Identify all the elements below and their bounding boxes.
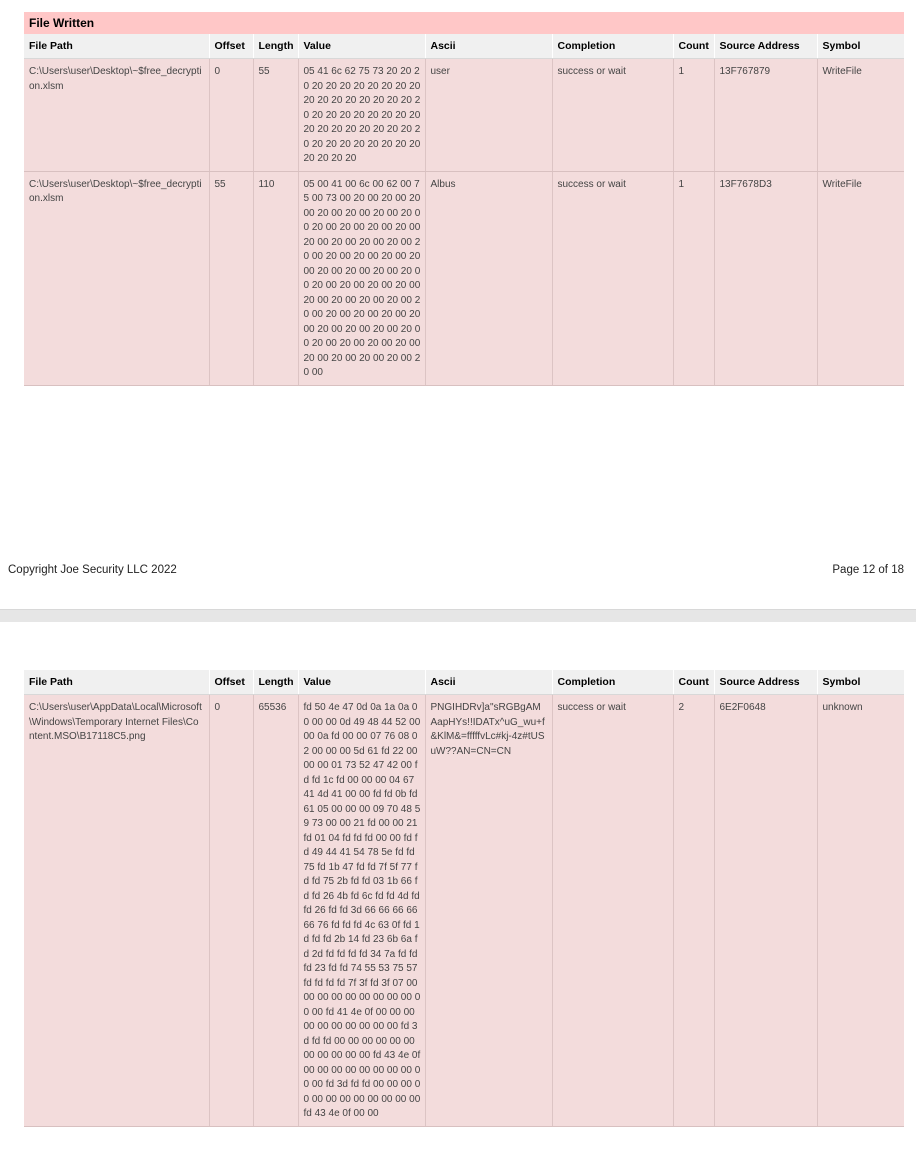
column-header-source-address: Source Address	[714, 34, 817, 59]
value-cell: 05 00 41 00 6c 00 62 00 75 00 73 00 20 00 20 00 20 00 20 00 20 00 20 00 20 00 20 00 20 00 20 00 20 00 20 00 20 00 20 00 20 00 20 00 20 00 20 00 20 00 20 00 20 00 20 00 20 00 20 00 20 00 20 00 20 00 20 00 20 00 20 00 20 00 20 00 20 00 20 00 20 00 20 00 20 00 20 00 20 00 20 00 20 00 20 00 20 00 20 00 20 00 20 00 20 00 20 00 20 00 20 00	[298, 171, 425, 385]
section-title-file-written: File Written	[24, 12, 904, 34]
file-path-cell: C:\Users\user\Desktop\~$free_decryption.xlsm	[24, 171, 209, 385]
completion-cell: success or wait	[552, 695, 673, 1127]
source-address-cell: 6E2F0648	[714, 695, 817, 1127]
column-header-value: Value	[298, 670, 425, 695]
column-header-ascii: Ascii	[425, 670, 552, 695]
source-address-cell: 13F7678D3	[714, 171, 817, 385]
table-row	[24, 695, 904, 1127]
column-header-symbol: Symbol	[817, 670, 904, 695]
column-header-completion: Completion	[552, 670, 673, 695]
report-page-13	[0, 622, 916, 1150]
column-header-file-path: File Path	[24, 670, 209, 695]
column-header-length: Length	[253, 34, 298, 59]
table-header-row	[24, 34, 904, 59]
completion-cell: success or wait	[552, 59, 673, 172]
value-cell: 05 41 6c 62 75 73 20 20 20 20 20 20 20 20 20 20 20 20 20 20 20 20 20 20 20 20 20 20 20 20 20 20 20 20 20 20 20 20 20 20 20 20 20 20 20 20 20 20 20 20 20 20 20 20 20	[298, 59, 425, 172]
column-header-symbol: Symbol	[817, 34, 904, 59]
value-cell: fd 50 4e 47 0d 0a 1a 0a 00 00 00 0d 49 48 44 52 00 00 0a fd 00 00 07 76 08 02 00 00 00 5d 61 fd 22 00 00 00 01 73 52 47 42 00 fd fd 1c fd 00 00 00 04 67 41 4d 41 00 00 fd fd 0b fd 61 05 00 00 00 09 70 48 59 73 00 00 21 fd 00 00 21 fd 01 04 fd fd fd 00 00 fd fd 49 44 41 54 78 5e fd fd 75 fd 1b 47 fd fd 7f 5f 77 fd fd 75 2b fd fd 03 1b 66 fd fd 26 4b fd 6c fd fd 4d fd fd 26 fd fd 3d 66 66 66 66 66 76 fd fd fd 4c 63 0f fd 1d fd fd 2b 14 fd 23 6b 6a fd 2d fd fd fd fd 34 7a fd fd fd 23 fd fd 74 55 53 75 57 fd fd fd fd 7f 3f fd 3f 07 00 00 00 00 00 00 00 00 00 00 00 fd 41 4e 0f 00 00 00 00 00 00 00 00 00 00 fd 3d fd fd 00 00 00 00 00 00 00 00 00 00 00 fd 43 4e 0f 00 00 00 00 00 00 00 00 00 00 fd 3d fd fd 00 00 00 00 00 00 00 00 00 00 00 00 fd 43 4e 0f 00 00	[298, 695, 425, 1127]
count-cell: 2	[673, 695, 714, 1127]
column-header-source-address: Source Address	[714, 670, 817, 695]
footer-page-number: Page 12 of 18	[832, 564, 904, 576]
offset-cell: 0	[209, 695, 253, 1127]
count-cell: 1	[673, 59, 714, 172]
ascii-cell: PNGIHDRv]a"sRGBgAMAapHYs!!IDATx^uG_wu+f&KlM&=fffffvLc#kj-4z#tUSuW??AN=CN=CN	[425, 695, 552, 1127]
length-cell: 110	[253, 171, 298, 385]
file-path-cell: C:\Users\user\Desktop\~$free_decryption.xlsm	[24, 59, 209, 172]
column-header-offset: Offset	[209, 34, 253, 59]
column-header-file-path: File Path	[24, 34, 209, 59]
file-written-table	[24, 34, 904, 386]
symbol-cell: WriteFile	[817, 59, 904, 172]
count-cell: 1	[673, 171, 714, 385]
ascii-cell: Albus	[425, 171, 552, 385]
table-row	[24, 59, 904, 172]
table-header-row	[24, 670, 904, 695]
column-header-ascii: Ascii	[425, 34, 552, 59]
column-header-count: Count	[673, 34, 714, 59]
table-row	[24, 171, 904, 385]
symbol-cell: WriteFile	[817, 171, 904, 385]
source-address-cell: 13F767879	[714, 59, 817, 172]
symbol-cell: unknown	[817, 695, 904, 1127]
column-header-value: Value	[298, 34, 425, 59]
file-path-cell: C:\Users\user\AppData\Local\Microsoft\Windows\Temporary Internet Files\Content.MSO\B17118C5.png	[24, 695, 209, 1127]
completion-cell: success or wait	[552, 171, 673, 385]
ascii-cell: user	[425, 59, 552, 172]
length-cell: 55	[253, 59, 298, 172]
page-separator	[0, 609, 916, 622]
column-header-offset: Offset	[209, 670, 253, 695]
footer-copyright: Copyright Joe Security LLC 2022	[8, 564, 177, 576]
column-header-completion: Completion	[552, 34, 673, 59]
file-written-table-continued	[24, 670, 904, 1127]
offset-cell: 0	[209, 59, 253, 172]
column-header-count: Count	[673, 670, 714, 695]
offset-cell: 55	[209, 171, 253, 385]
length-cell: 65536	[253, 695, 298, 1127]
column-header-length: Length	[253, 670, 298, 695]
